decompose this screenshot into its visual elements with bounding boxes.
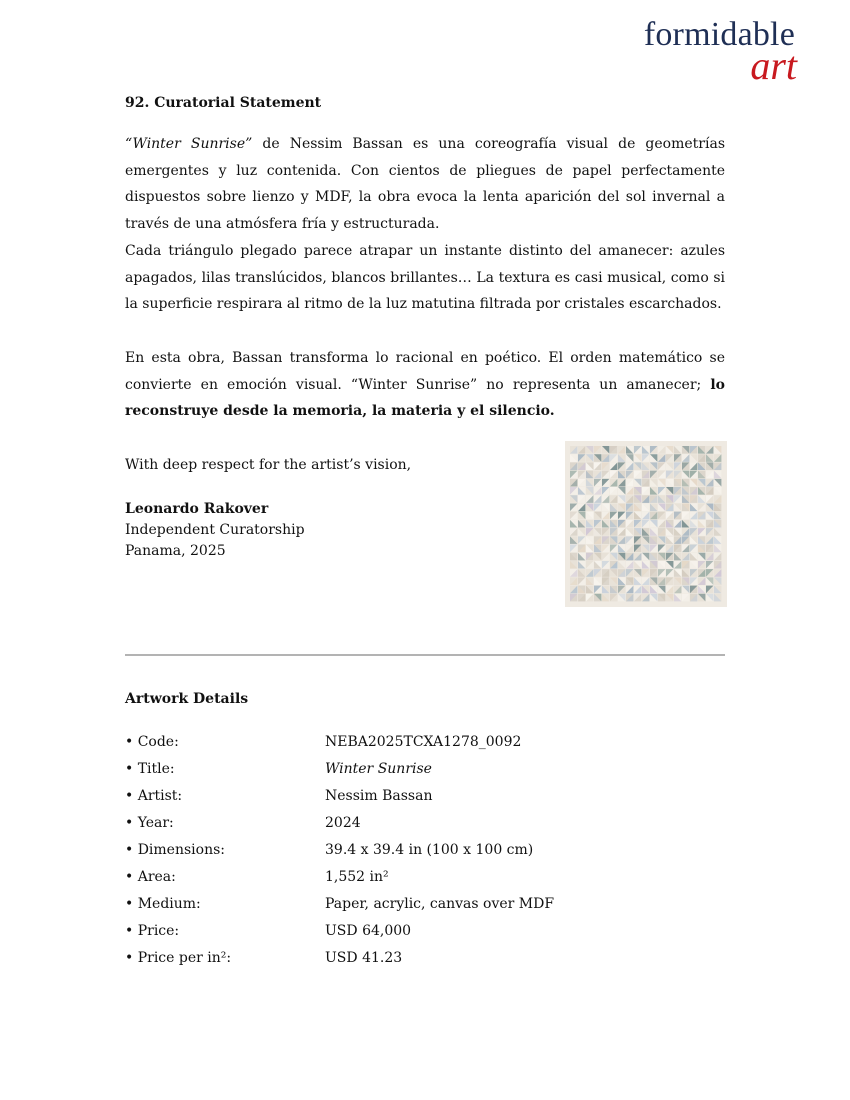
paragraph-1-text: de Nessim Bassan es una coreografía visual de geometrías emergentes y luz contenida. Con cientos de pliegues de papel perfectamente dispuestos sobre lienzo y MDF, la obra evoca la lenta aparición del sol invernal a través de una atmósfera fría y estructurada. — [125, 136, 725, 232]
detail-value: 2024 — [325, 815, 361, 831]
statement-paragraph-1 — [125, 131, 725, 237]
formidable-art-logo — [644, 18, 795, 86]
logo-wordmark: formidable — [643, 16, 795, 53]
detail-row — [125, 891, 725, 918]
signature-block — [125, 499, 305, 562]
paragraph-3-text: En esta obra, Bassan transforma lo racional en poético. El orden matemático se convierte en emoción visual. “Winter Sunrise” no representa un amanecer; — [125, 350, 725, 393]
statement-paragraph-3 — [125, 345, 725, 425]
detail-row — [125, 945, 725, 972]
detail-row — [125, 756, 725, 783]
detail-label: • Medium: — [125, 896, 201, 912]
curator-role: Independent Curatorship — [125, 522, 305, 538]
detail-value: USD 41.23 — [325, 950, 403, 966]
detail-row — [125, 864, 725, 891]
detail-row — [125, 810, 725, 837]
statement-title: 92. Curatorial Statement — [125, 95, 322, 111]
artwork-title-quote: “Winter Sunrise” — [125, 136, 253, 152]
detail-value: 1,552 in² — [325, 869, 389, 885]
detail-value: NEBA2025TCXA1278_0092 — [325, 734, 522, 750]
artwork-image — [565, 441, 727, 607]
curator-location-date: Panama, 2025 — [125, 543, 226, 559]
detail-row — [125, 918, 725, 945]
logo-accent: art — [750, 43, 797, 88]
statement-paragraph-2: Cada triángulo plegado parece atrapar un instante distinto del amanecer: azules apagados, lilas translúcidos, blancos brillantes… La textura es casi musical, como si la superficie respirara al ritmo de la luz matutina filtrada por cristales escarchados. — [125, 243, 725, 312]
detail-row — [125, 837, 725, 864]
detail-value: USD 64,000 — [325, 923, 412, 939]
detail-label: • Title: — [125, 761, 175, 777]
detail-label: • Dimensions: — [125, 842, 225, 858]
detail-value: Winter Sunrise — [325, 761, 432, 777]
detail-value: Nessim Bassan — [325, 788, 433, 804]
paragraph-3-emphasis: lo reconstruye desde la memoria, la materia y el silencio. — [125, 376, 725, 419]
detail-label: • Year: — [125, 815, 174, 831]
detail-value: 39.4 x 39.4 in (100 x 100 cm) — [325, 842, 534, 858]
closing-line: With deep respect for the artist’s vision, — [125, 457, 412, 473]
detail-value: Paper, acrylic, canvas over MDF — [325, 896, 555, 912]
detail-label: • Code: — [125, 734, 179, 750]
detail-label: • Price per in²: — [125, 950, 232, 966]
curator-name: Leonardo Rakover — [125, 501, 269, 517]
detail-label: • Artist: — [125, 788, 183, 804]
section-divider — [125, 654, 725, 656]
detail-row — [125, 783, 725, 810]
artwork-folded-pattern — [565, 441, 727, 607]
detail-row — [125, 729, 725, 756]
details-title: Artwork Details — [125, 691, 249, 707]
detail-label: • Area: — [125, 869, 176, 885]
detail-label: • Price: — [125, 923, 180, 939]
details-list — [125, 729, 725, 972]
